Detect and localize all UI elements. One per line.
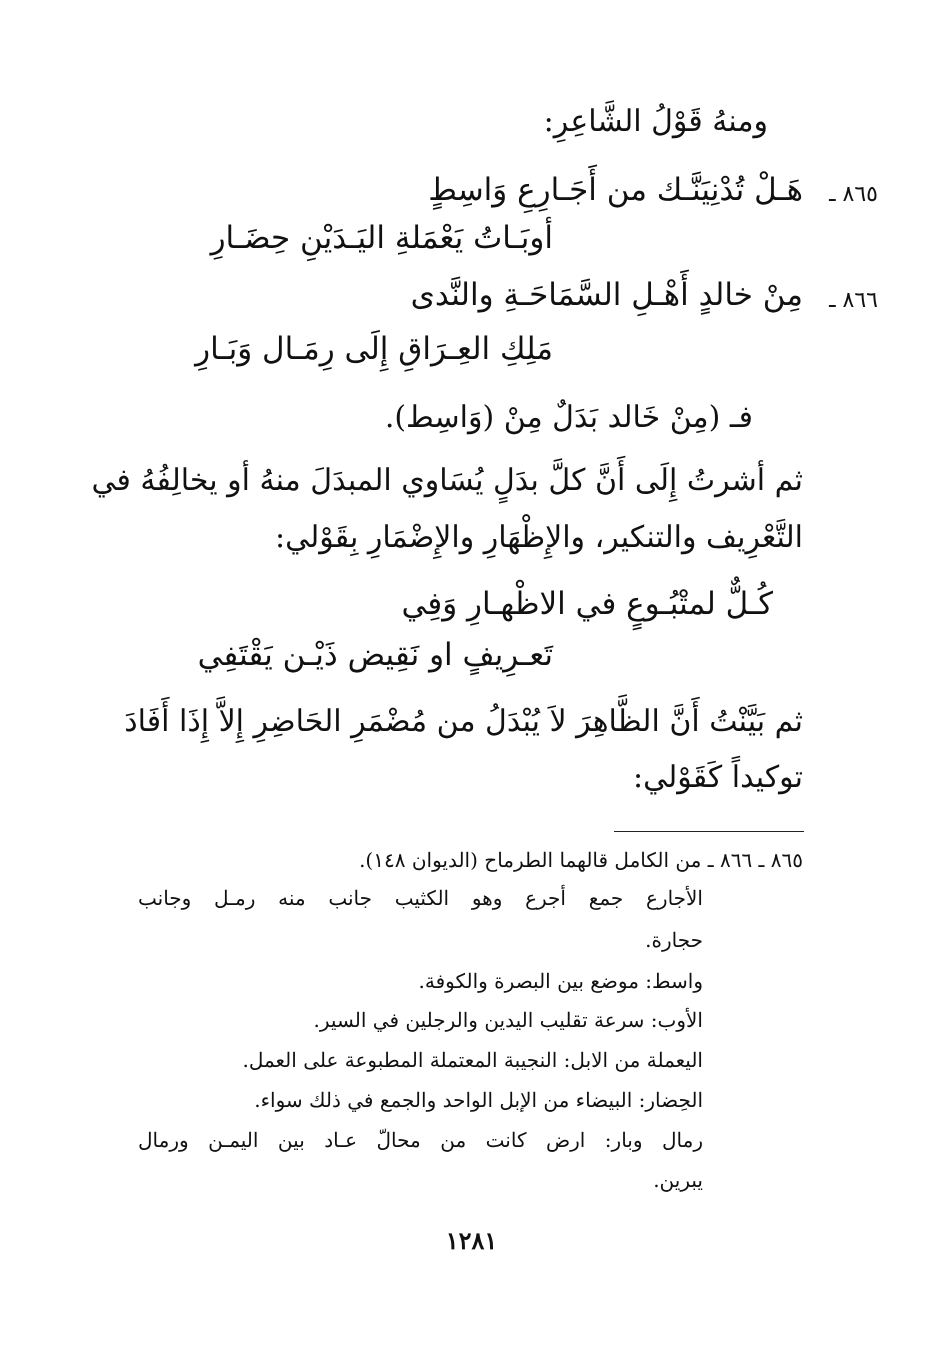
footnote-line: الحِضار: البيضاء من الإبل الواحد والجمع في ذلك سواء. [254,1088,703,1112]
rajaz-line: كُـلٌّ لمتْبُـوعٍ في الاظْهـارِ وَفِي [401,586,773,622]
paragraph-line: ثم بَيَّنْتُ أَنَّ الظَّاهِرَ لاَ يُبْدَلُ من مُضْمَرِ الحَاضِرِ إِلاَّ إِذَا أَفَادَ [124,704,803,739]
verse-number: ٨٦٥ ـ [829,182,878,207]
verse-second-hemistich: مَلِكِ العِـرَاقِ إِلَى رِمَـال وَبَـارِ [195,331,553,367]
footnote-source: ٨٦٥ ـ ٨٦٦ ـ من الكامل قالهما الطرماح (الديوان ١٤٨). [359,848,803,872]
paragraph-line: توكيداً كَقَوْلي: [632,760,803,795]
verse-second-hemistich: أوبَـاتُ يَعْمَلةِ اليَـدَيْنِ حِضَـارِ [210,220,553,256]
footnote-line: اليعملة من الابل: النجيبة المعتملة المطبوعة على العمل. [242,1048,703,1072]
paragraph-line: ثم أشرتُ إِلَى أَنَّ كلَّ بدَلٍ يُسَاوي المبدَلَ منهُ أو يخالِفُهُ في [91,463,803,498]
paragraph-line: التَّعْرِيف والتنكير، والإِظْهَارِ والإِضْمَارِ بِقَوْلي: [275,520,803,555]
page-number: ١٢٨١ [445,1226,498,1255]
rajaz-line: تَعـرِيفٍ او نَقِيض ذَيْـن يَقْتَفِي [197,637,553,673]
intro-line: ومنهُ قَوْلُ الشَّاعِرِ: [543,104,768,139]
footnote-line: يبرين. [653,1168,703,1192]
badal-note: فـ (مِنْ خَالد بَدَلٌ مِنْ (وَاسِط). [384,400,753,435]
footnote-line: الأوب: سرعة تقليب اليدين والرجلين في السير. [313,1008,703,1032]
footnote-line: واسط: موضع بين البصرة والكوفة. [418,969,703,993]
footnote-line: حجارة. [645,928,703,952]
verse-number: ٨٦٦ ـ [829,288,878,313]
verse-first-hemistich: مِنْ خالدٍ أَهْـلِ السَّمَاحَـةِ والنَّدى [410,277,803,313]
verse-first-hemistich: هَـلْ تُدْنِيَنَّـك من أَجَـارِعِ وَاسِطٍ [428,172,803,208]
footnote-line: رمال وبار: ارض كانت من محالّ عـاد بين اليمـن ورمال [138,1128,703,1152]
footnote-line: الأجارع جمع أجرع وهو الكثيب جانب منه رمـل وجانب [138,886,703,910]
footnote-separator [614,831,804,832]
